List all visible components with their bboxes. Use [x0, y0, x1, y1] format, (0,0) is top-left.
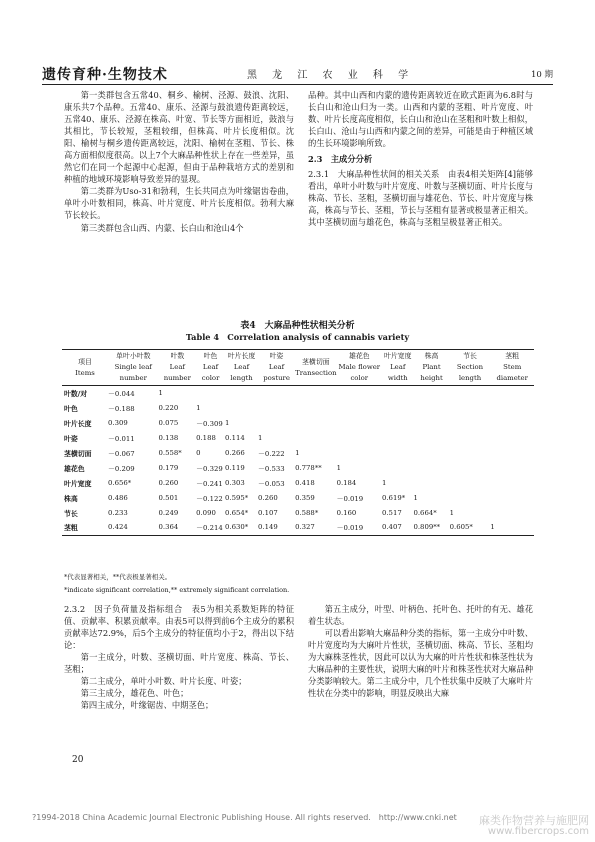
table-cell: －0.122 — [196, 494, 223, 503]
table-cell: 0.160 — [336, 508, 357, 517]
table-cell — [450, 490, 491, 505]
table-cell — [413, 401, 449, 416]
table-cell: 0.249 — [158, 508, 179, 517]
row-label: 雄花色 — [64, 464, 85, 473]
table-row — [62, 475, 534, 490]
right-column-bottom — [308, 603, 533, 699]
row-label: 叶片长度 — [64, 420, 92, 429]
table-cell — [225, 386, 258, 401]
row-label: 株高 — [64, 494, 78, 503]
table-cell — [413, 386, 449, 401]
paragraph-cluster-3: 第三类群包含山西、内蒙、长白山和沧山4个 — [80, 222, 244, 233]
table-cell: 0.588* — [295, 508, 319, 517]
table-cell — [382, 386, 414, 401]
table-cell — [382, 401, 414, 416]
table-cell — [413, 431, 449, 446]
table-row — [62, 505, 534, 520]
table-cell — [490, 460, 534, 475]
table-cell — [295, 416, 336, 431]
table-cell — [490, 446, 534, 461]
table-cell — [295, 431, 336, 446]
table-cell: 0.184 — [336, 478, 357, 487]
table-row — [62, 416, 534, 431]
table-cell: 0.220 — [158, 404, 179, 413]
table-cell: －0.309 — [196, 420, 223, 429]
pc1-line: 第一主成分，叶数、茎横切面、叶片宽度、株高、节长、茎粗； — [64, 652, 294, 675]
table-cell: 0.558* — [158, 449, 182, 457]
table-cell — [196, 386, 225, 401]
journal-name: 黑 龙 江 农 业 科 学 — [247, 70, 415, 81]
table-cell: 0.260 — [158, 478, 179, 487]
header-transection: 茎横切面 Transection — [295, 357, 337, 377]
table-cell: 0.778** — [295, 463, 322, 472]
table-cell: 0.418 — [295, 478, 315, 487]
table-cell: 1 — [449, 508, 455, 517]
running-header — [42, 64, 553, 82]
page-number: 20 — [72, 755, 84, 765]
correlation-table — [62, 349, 534, 536]
table-cell: 0.149 — [258, 523, 278, 532]
header-section-length: 节长 Section length — [456, 352, 484, 382]
table-cell — [382, 431, 414, 446]
table-cell: 0.664* — [413, 508, 437, 517]
table-cell — [337, 416, 382, 431]
table-cell: 0.486 — [108, 493, 128, 502]
table-cell: 0.424 — [108, 523, 128, 532]
watermark-cn: 麻类作物营养与施肥网 — [479, 814, 589, 827]
header-leaf-color: 叶色 Leaf color — [201, 352, 220, 382]
table-cell: －0.241 — [196, 479, 223, 488]
table-cell: 1 — [196, 404, 201, 413]
row-label: 叶数/对 — [64, 390, 88, 399]
table-cell: 0.114 — [225, 434, 245, 443]
header-single-leaf: 单叶小叶数 Single leaf number — [114, 352, 152, 382]
table-cell: －0.067 — [108, 450, 135, 458]
table-cell — [258, 416, 295, 431]
table-cell — [258, 401, 295, 416]
table-row — [62, 520, 534, 535]
table-cell: 1 — [158, 389, 163, 398]
table-cell — [413, 460, 449, 475]
table-cell — [413, 416, 449, 431]
table-cell: 1 — [225, 419, 230, 428]
watermark-en: www.fibercrops.com — [487, 826, 589, 837]
table-cell: 0.656* — [108, 478, 132, 487]
table-cell: 1 — [336, 463, 341, 472]
paragraph-analysis: 可以看出影响大麻品种分类的指标，第一主成分中叶数、叶片宽度均为大麻叶片性状，茎横切面、株高、节长、茎粗均为大麻株茎性状，因此可以认为大麻的叶片性状和株茎性状为大麻品种的主要性状，说明大麻的叶片和株茎性状对大麻品种分类影响较大。第二主成分中，几个性状集中反映了大麻叶片性状在分类中的影响，明显反映出大麻 — [308, 628, 533, 699]
table-cell: 1 — [413, 493, 418, 502]
header-leaf-number: 叶数 Leaf number — [163, 352, 191, 382]
table-caption-cn: 表4 大麻品种性状相关分析 — [240, 321, 355, 331]
header-items: 项目 Items — [75, 357, 95, 377]
table-cell: 1 — [295, 449, 300, 457]
row-label: 茎粗 — [64, 524, 78, 533]
table-cell: －0.011 — [108, 435, 135, 444]
table-cell: 0.266 — [225, 449, 245, 457]
left-column-top — [64, 89, 294, 234]
table-cell — [490, 416, 534, 431]
table-cell — [382, 446, 414, 461]
paragraph-cluster-3-cont: 品种。其中山西和内蒙的遗传距离较近在欧式距离为6.8时与长白山和沧山归为一类。山西和内蒙的茎粗、叶片宽度、叶数、叶片长度高度相似，长白山和沧山在茎粗和叶数上相似，长白山、沧山与山西和内蒙之间的差异，可能是由于种植区域的生长环境影响所致。 — [308, 90, 533, 149]
table-cell: 0.407 — [381, 523, 402, 532]
table-cell — [490, 401, 534, 416]
table-cell — [413, 446, 449, 461]
table-cell — [337, 446, 382, 461]
table-cell: 0.233 — [108, 508, 128, 517]
table-row — [62, 431, 534, 446]
table-row — [62, 386, 534, 401]
paragraph-2-3-2: 2.3.2 因子负荷量及指标组合 表5为相关系数矩阵的特征值、贡献率、积累贡献率。由表5可以得到前6个主成分的累积贡献率达72.9%，后5个主成分的特征值均小于2，得出以下结论： — [64, 604, 294, 651]
table-note-cn: *代表显著相关，**代表极显著相关。 — [64, 573, 172, 581]
table-cell: 0.517 — [381, 508, 402, 517]
table-cell: 1 — [258, 434, 263, 443]
table-cell: －0.044 — [108, 390, 135, 399]
table-cell — [337, 401, 382, 416]
table-cell: 0.107 — [258, 508, 278, 517]
table-cell — [413, 475, 449, 490]
paragraph-2-3-1: 2.3.1 大麻品种性状间的相关关系 由表4相关矩阵[4]能够看出，单叶小叶数与叶片宽度、叶数与茎横切面、叶片长度与株高、节长、茎粗，茎横切面与雄花色、节长、叶片宽度与株高，株高与节长、茎粗，节长与茎粗有显著或极显著正相关。其中茎横切面与雄花色，株高与茎粗呈极显著正相关。 — [308, 169, 533, 228]
table-cell: 0.619* — [381, 493, 406, 502]
pc5-line: 第五主成分，叶型、叶柄色、托叶色、托叶的有无、雄花着生状态。 — [308, 604, 533, 627]
header-leaf-width: 叶片宽度 Leaf width — [383, 352, 412, 382]
row-label: 叶姿 — [64, 435, 78, 444]
table-caption-en: Table 4 Correlation analysis of cannabis variety — [185, 332, 410, 342]
table-cell: 0.595* — [225, 493, 249, 502]
table-note-en: *indicate significant correlation,** extremely significant correlation. — [64, 586, 290, 594]
table-cell — [450, 386, 491, 401]
header-rule — [42, 84, 553, 85]
table-row — [62, 460, 534, 475]
table-cell: 0.605* — [449, 523, 473, 532]
table-cell: 0.179 — [158, 463, 179, 472]
header-stem-diameter: 茎粗 Stem diameter — [496, 352, 528, 382]
table-cell — [450, 475, 491, 490]
table-cell: －0.214 — [196, 524, 223, 533]
section-title: 遗传育种·生物技术 — [42, 67, 168, 83]
table-cell: 0 — [196, 449, 201, 457]
table-cell — [337, 431, 382, 446]
paragraph-cluster-2: 第二类群为Uso-31和勃利，生长共同点为叶缘锯齿卷曲，单叶小叶数相同，株高、叶片宽度、叶片长度相似。勃利大麻节长较长。 — [64, 186, 294, 221]
table-cell — [337, 386, 382, 401]
table-cell — [295, 401, 336, 416]
table-body — [62, 386, 534, 536]
table-cell — [382, 460, 414, 475]
table-cell: 0.090 — [196, 508, 216, 517]
header-leaf-length: 叶片长度 Leaf length — [227, 352, 256, 382]
table-cell: 0.303 — [225, 478, 245, 487]
header-leaf-posture: 叶姿 Leaf posture — [263, 352, 290, 382]
pc3-line: 第三主成分，雄花色、叶色； — [80, 688, 189, 699]
table-cell: 0.327 — [295, 523, 315, 532]
table-cell — [382, 416, 414, 431]
table-cell: －0.222 — [258, 450, 285, 458]
table-cell: 0.188 — [196, 434, 216, 443]
table-cell — [295, 386, 336, 401]
table-cell: 1 — [381, 478, 387, 487]
table-row — [62, 401, 534, 416]
table-cell: 0.119 — [225, 463, 245, 472]
table-cell — [258, 386, 295, 401]
table-cell — [450, 431, 491, 446]
table-cell — [490, 431, 534, 446]
table-cell: 0.075 — [158, 419, 179, 428]
row-label: 叶片宽度 — [64, 479, 92, 488]
copyright-footer: ?1994-2018 China Academic Journal Electronic Publishing House. All rights reserved. http://www.cnki.net — [32, 813, 457, 822]
header-male-flower: 雄花色 Male flower color — [338, 352, 381, 382]
pc2-line: 第二主成分，单叶小叶数、叶片长度、叶姿； — [80, 676, 247, 687]
table-cell: 0.364 — [158, 523, 179, 532]
table-cell: 0.501 — [158, 493, 179, 502]
paragraph-cluster-1: 第一类群包含五常40、桐乡、榆树、泾源、鼓浪、沈阳、康乐共7个品种。五常40、康乐、泾源与鼓浪遗传距离较远，五常40、康乐、泾源在株高、叶宽、节长等方面相近，鼓浪与其相比，节长较短，茎粗较细，但株高、叶片长度相似。沈阳、榆树与桐乡遗传距离较远，沈阳、榆树在茎粗、节长、株高方面相似度很高。以上7个大麻品种性状上存在一些差异，虽然它们在同一个起源中心起源，但由于品种栽培方式的差别和种植的地域环境影响导致差异的显现。 — [64, 90, 294, 185]
table-cell — [490, 475, 534, 490]
row-label: 茎横切面 — [64, 450, 92, 458]
table-cell: －0.019 — [336, 494, 364, 503]
pc4-line: 第四主成分，叶缘锯齿、中期茎色； — [80, 700, 214, 711]
right-column-top — [308, 89, 533, 229]
left-column-bottom — [64, 603, 294, 711]
table-cell — [450, 460, 491, 475]
header-plant-height: 株高 Plant height — [420, 352, 443, 382]
table-row — [62, 446, 534, 461]
table-cell: 0.809** — [413, 523, 441, 532]
table-cell: 0.138 — [158, 434, 179, 443]
issue-number: 10 期 — [530, 70, 553, 80]
table-cell: 0.630* — [225, 523, 249, 532]
table-cell — [450, 401, 491, 416]
table-cell: 0.359 — [295, 493, 315, 502]
row-label: 叶色 — [64, 405, 78, 414]
table-cell — [450, 446, 491, 461]
table-cell — [490, 386, 534, 401]
table-cell — [225, 401, 258, 416]
table-cell: 0.309 — [108, 419, 128, 428]
row-label: 节长 — [64, 509, 78, 518]
table-header-row — [62, 350, 534, 386]
table-cell — [490, 490, 534, 505]
table-cell: －0.019 — [336, 524, 364, 533]
table-cell: 0.260 — [258, 493, 278, 502]
table-cell: 1 — [490, 523, 495, 532]
table-cell — [450, 416, 491, 431]
section-heading-2-3: 2.3 主成分分析 — [308, 154, 373, 165]
table-cell: －0.329 — [196, 464, 223, 473]
table-cell: －0.053 — [258, 479, 285, 488]
table-cell: －0.533 — [258, 464, 285, 473]
table-cell: －0.188 — [108, 405, 135, 414]
table-row — [62, 490, 534, 505]
table-cell: －0.209 — [108, 464, 135, 473]
table-cell: 0.654* — [225, 508, 249, 517]
table-cell — [490, 505, 534, 520]
